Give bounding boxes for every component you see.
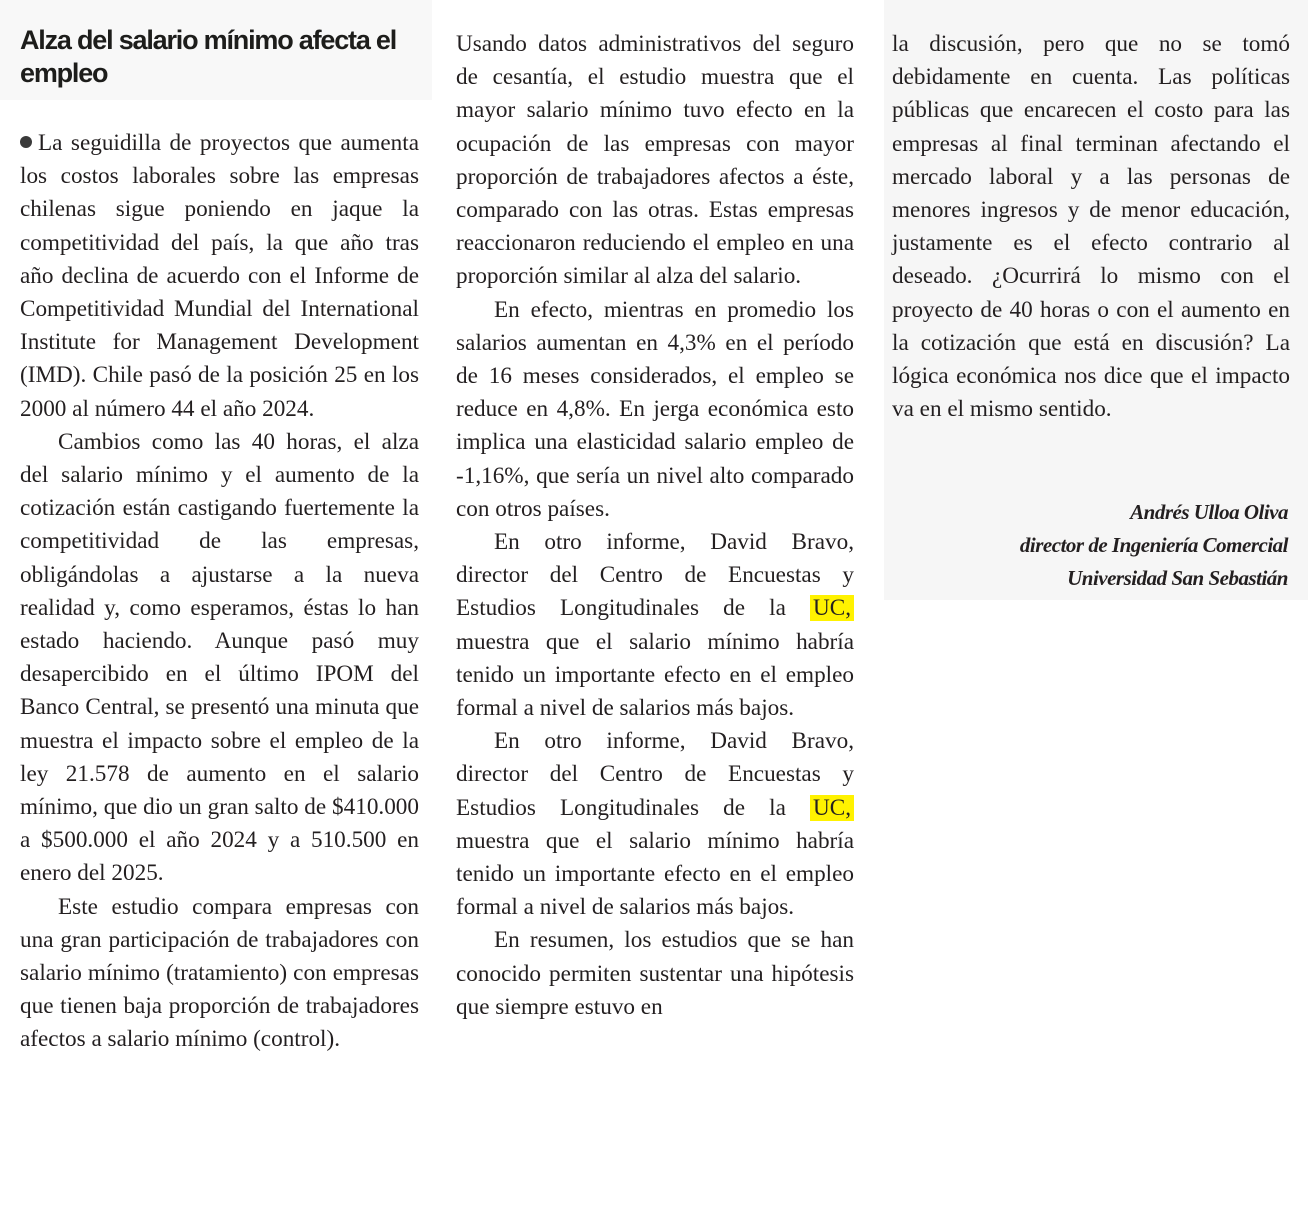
paragraph-text: En otro informe, David Bravo, director del Centro de Encuestas y Estudios Longitudinales de la	[456, 529, 854, 622]
bullet-icon	[20, 136, 32, 148]
column-2	[432, 0, 868, 1215]
paragraph: Usando datos administrativos del seguro de cesantía, el estudio muestra que el mayor salario mínimo tuvo efecto en la ocupación de las empresas con mayor proporción de trabajadores afectos a éste, comparado con las otras. Estas empresas reaccionaron reduciendo el empleo en una proporción similar al alza del salario.	[456, 31, 854, 290]
paragraph: la discusión, pero que no se tomó debidamente en cuenta. Las políticas públicas que encarecen el costo para las empresas al final terminan afectando el mercado laboral y a las personas de menores ingresos y de menor educación, justamente es el efecto contrario al deseado. ¿Ocurrirá lo mismo con el proyecto de 40 horas o con el aumento en la cotización que está en discusión? La lógica económica nos dice que el impacto va en el mismo sentido.	[892, 31, 1290, 423]
highlighted-text: UC,	[810, 595, 854, 621]
column-3-text	[892, 28, 1290, 426]
author-role: director de Ingeniería Comercial	[1019, 533, 1288, 557]
paragraph: Cambios como las 40 horas, el alza del salario mínimo y el aumento de la cotización están castigando fuertemente la competitividad de las empresas, obligándolas a ajustarse a la nueva realidad y, como esperamos, éstas lo han estado haciendo. Aunque pasó muy desapercibido en el último IPOM del Banco Central, se presentó una minuta que muestra el impacto sobre el empleo de la ley 21.578 de aumento en el salario mínimo, que dio un gran salto de $410.000 a $500.000 el año 2024 y a 510.500 en enero del 2025.	[20, 428, 419, 887]
paragraph: Este estudio compara empresas con una gran participación de trabajadores con salario mínimo (tratamiento) con empresas que tienen baja proporción de trabajadores afectos a salario mínimo (control).	[20, 893, 419, 1053]
paragraph: En efecto, mientras en promedio los salarios aumentan en 4,3% en el período de 16 meses considerados, el empleo se reduce en 4,8%. En jerga económica esto implica una elasticidad salario empleo de -1,16%, que sería un nivel alto comparado con otros países.	[456, 296, 854, 522]
paragraph-text: En otro informe, David Bravo, director del Centro de Encuestas y Estudios Longitudinales de la	[456, 728, 854, 821]
paragraph: En resumen, los estudios que se han conocido permiten sustentar una hipótesis que siempre estuvo en	[456, 927, 854, 1020]
paragraph	[20, 127, 419, 426]
column-3	[868, 0, 1308, 1215]
author-name: Andrés Ulloa Oliva	[1130, 500, 1288, 524]
paragraph	[456, 725, 854, 924]
column-1	[0, 0, 432, 1215]
paragraph-text: La seguidilla de proyectos que aumenta los costos laborales sobre las empresas chilenas sigue poniendo en jaque la competitividad del país, la que año tras año declina de acuerdo con el Informe de Competitividad Mundial del International Institute for Management Development (IMD). Chile pasó de la posición 25 en los 2000 al número 44 el año 2024.	[20, 130, 419, 422]
author-institution: Universidad San Sebastián	[1067, 566, 1288, 590]
author-signature	[888, 496, 1288, 595]
paragraph-text: muestra que el salario mínimo habría tenido un importante efecto en el empleo formal a nivel de salarios más bajos.	[456, 628, 854, 722]
headline: Alza del salario mínimo afecta el empleo	[20, 25, 397, 88]
highlighted-text: UC,	[810, 795, 854, 821]
paragraph	[456, 526, 854, 725]
column-2-text	[456, 28, 854, 1024]
paragraph-text: muestra que el salario mínimo habría tenido un importante efecto en el empleo formal a nivel de salarios más bajos.	[456, 827, 854, 921]
column-1-text	[20, 127, 419, 1057]
